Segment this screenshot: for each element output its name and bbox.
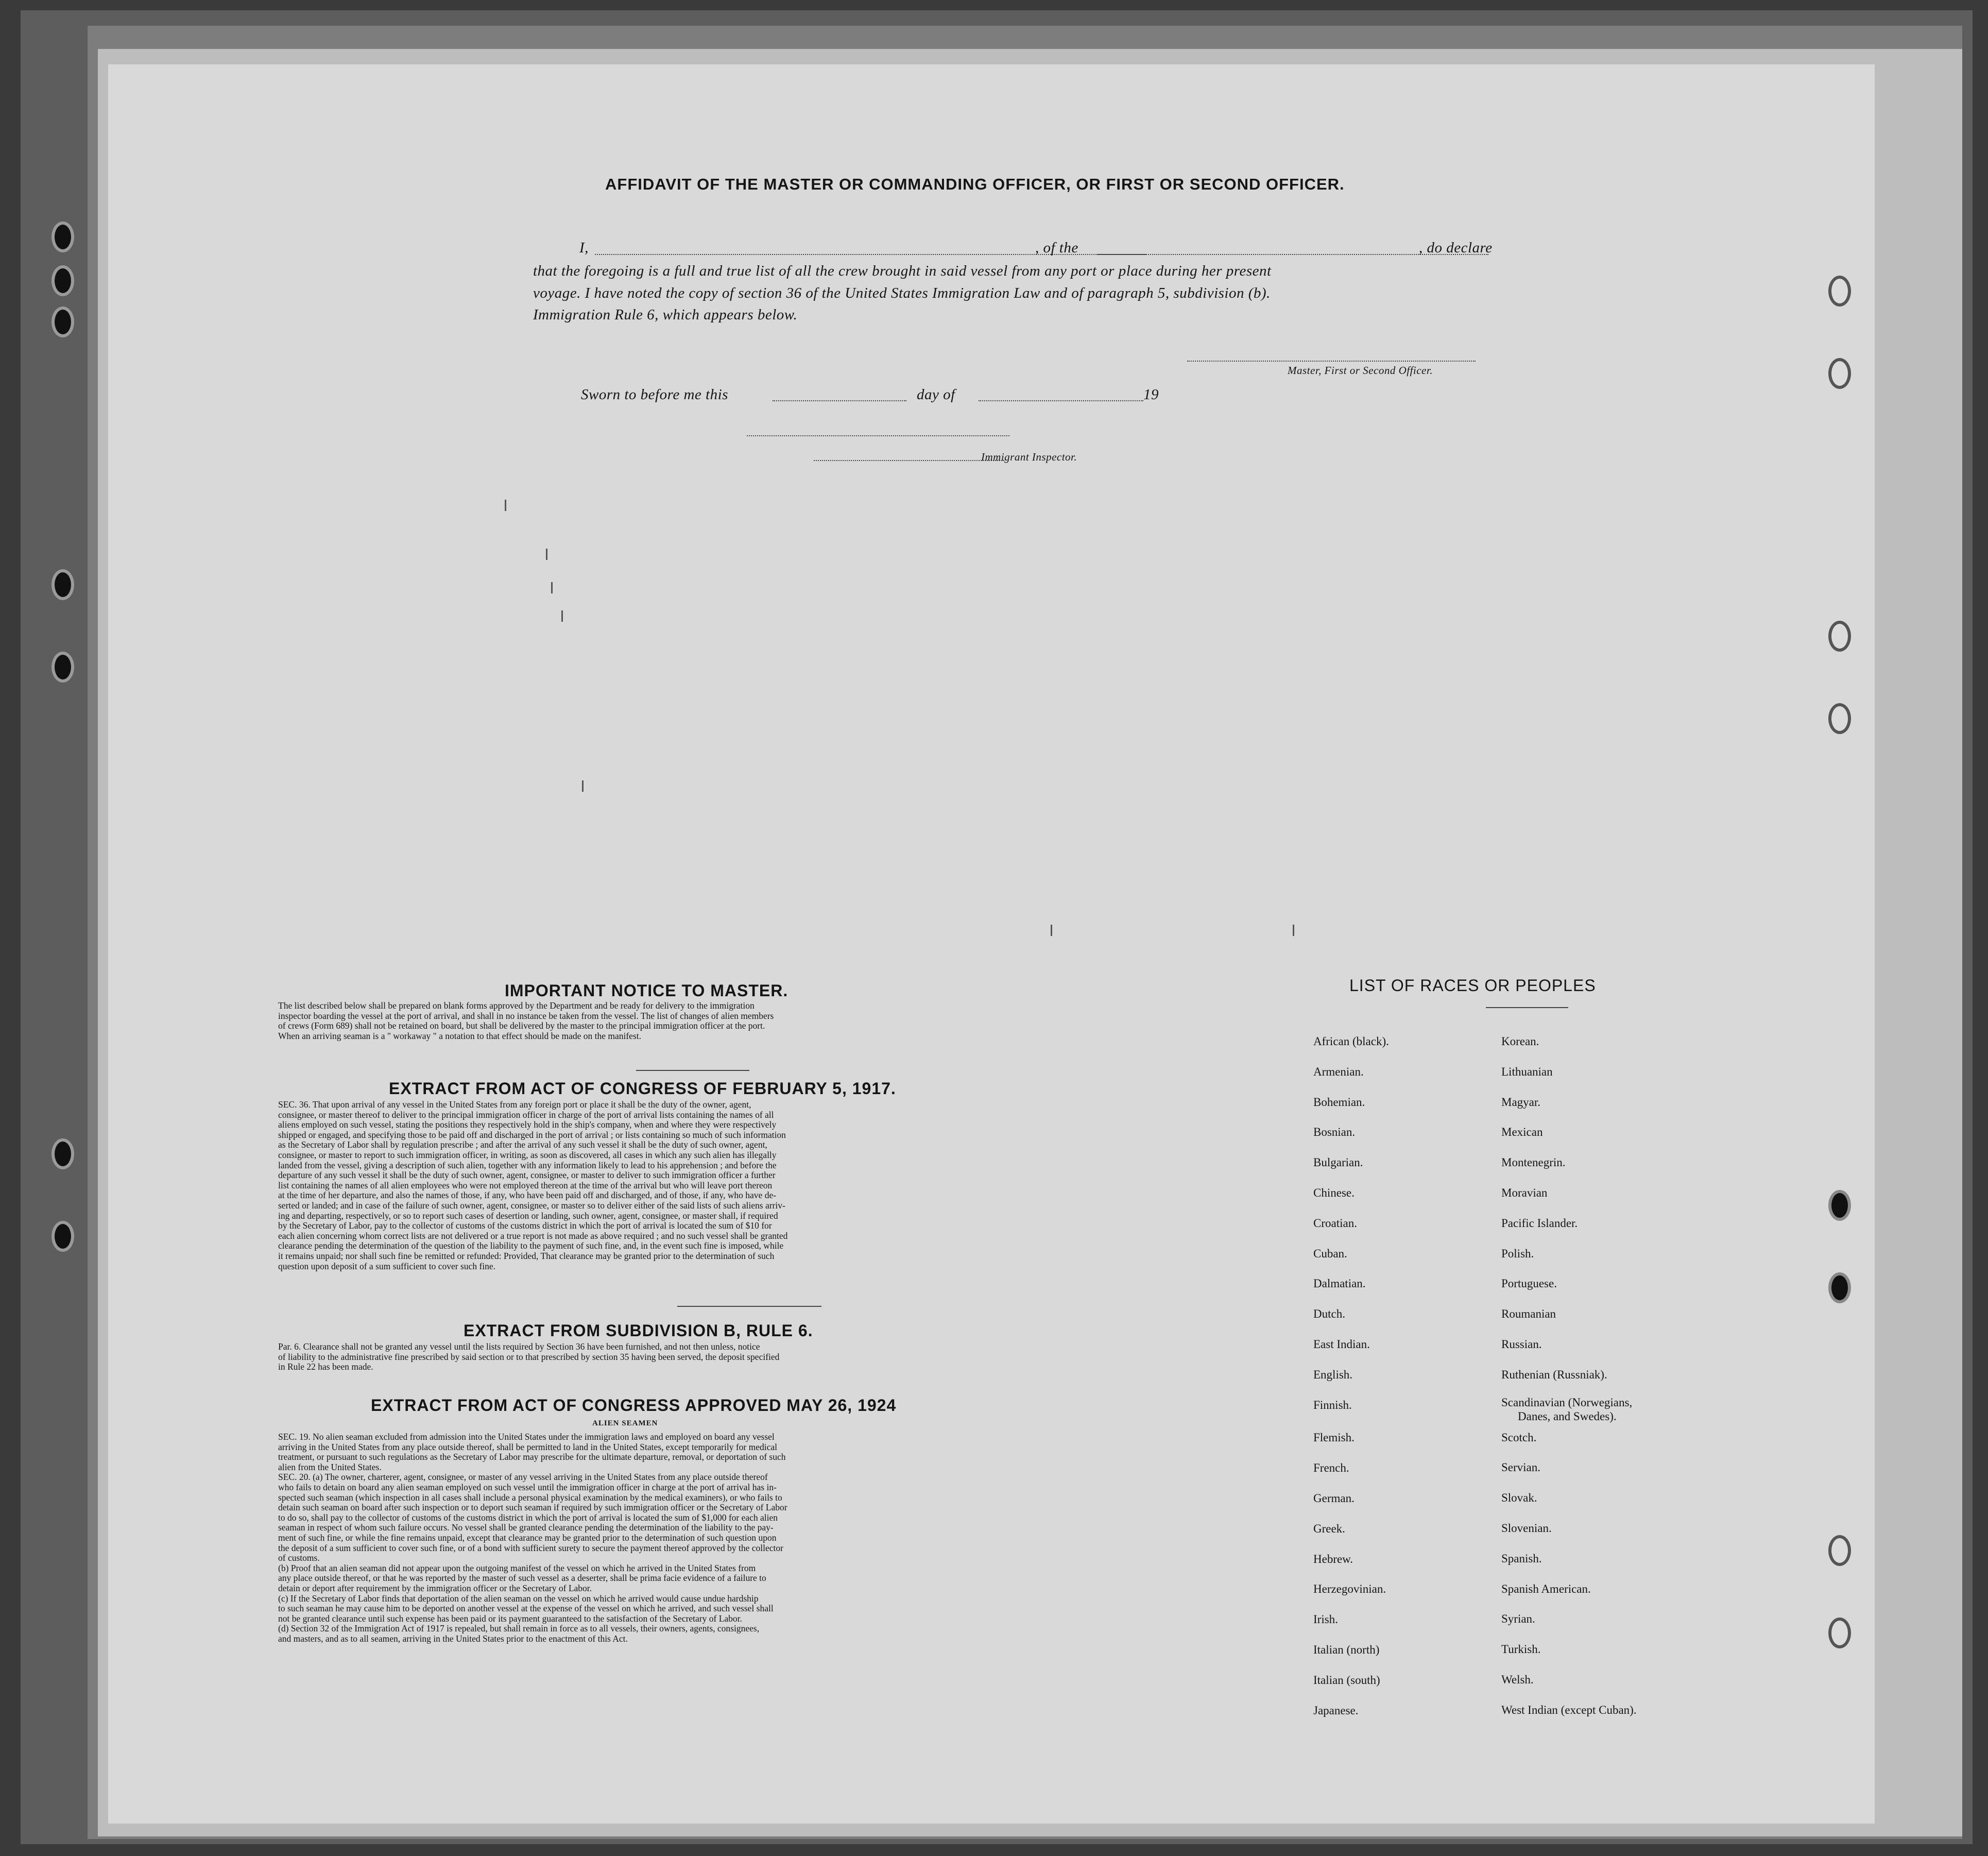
rule-6-title: EXTRACT FROM SUBDIVISION B, RULE 6. <box>464 1321 813 1340</box>
notice-line: When an arriving seaman is a " workaway " a notation to that effect should be made on the manifest. <box>278 1030 641 1041</box>
text-line: spected such seaman (which inspection in all cases shall include a personal physical examination by the medical examiners), or who fails to <box>278 1492 782 1503</box>
text-line: landed from the vessel, giving a description of such alien, together with any information likely to lead to his apprehension ; and before the <box>278 1160 777 1170</box>
text-line: (d) Section 32 of the Immigration Act of 1917 is repealed, but shall remain in force as to all vessels, their owners, agents, consignees, <box>278 1623 760 1634</box>
race-item: Italian (south) <box>1313 1673 1380 1687</box>
text-line: by the Secretary of Labor, pay to the collector of customs of the customs district in which the port of arrival is located the sum of $10 for <box>278 1220 772 1231</box>
punch-hole <box>1828 358 1851 389</box>
inspector-line-2 <box>814 460 1004 461</box>
race-item: Italian (north) <box>1313 1643 1380 1656</box>
races-title: LIST OF RACES OR PEOPLES <box>1349 976 1596 995</box>
faint-mark <box>505 500 506 511</box>
text-line: of liability to the administrative fine prescribed by said section or to that prescribed by section 35 having been served, the deposit specified <box>278 1351 780 1362</box>
affidavit-title: AFFIDAVIT OF THE MASTER OR COMMANDING OFFICER, OR FIRST OR SECOND OFFICER. <box>605 175 1345 193</box>
punch-hole <box>1828 276 1851 307</box>
race-item: Slovak. <box>1501 1491 1537 1505</box>
race-item: Finnish. <box>1313 1398 1352 1411</box>
day-of-text: day of <box>917 386 955 403</box>
text-line: SEC. 19. No alien seaman excluded from admission into the United States under the immigration laws and employed on board any vessel <box>278 1432 775 1442</box>
text-line: SEC. 36. That upon arrival of any vessel in the United States from any foreign port or place it shall be the duty of the owner, agent, <box>278 1099 751 1110</box>
race-item: Chinese. <box>1313 1186 1355 1199</box>
sworn-day-blank <box>773 400 906 401</box>
race-item: Herzegovinian. <box>1313 1582 1386 1596</box>
race-item: Moravian <box>1501 1186 1548 1199</box>
text-line: treatment, or pursuant to such regulations as the Secretary of Labor may prescribe for the ultimate departure, removal, or deportation of such <box>278 1452 786 1462</box>
text-line: clearance pending the determination of the question of the liability to the payment of such fine, and, in the event such fine is imposed, while <box>278 1240 784 1251</box>
text-line: the deposit of a sum sufficient to cover such fine, or of a bond with sufficient surety to secure the payment thereof approved by the collector <box>278 1542 783 1553</box>
races-divider <box>1486 1007 1568 1008</box>
race-item: Magyar. <box>1501 1095 1541 1109</box>
section-divider <box>636 1070 749 1071</box>
sworn-text: Sworn to before me this <box>581 386 728 403</box>
signature-caption: Master, First or Second Officer. <box>1288 364 1433 377</box>
extract-1924-title: EXTRACT FROM ACT OF CONGRESS APPROVED MAY 26, 1924 <box>371 1396 897 1415</box>
text-line: detain or deport after requirement by the immigration officer or the Secretary of Labor. <box>278 1582 592 1593</box>
race-item: Servian. <box>1501 1461 1541 1474</box>
race-item: Slovenian. <box>1501 1521 1552 1535</box>
faint-mark <box>1051 925 1052 936</box>
race-item: Syrian. <box>1501 1612 1535 1626</box>
race-item: Korean. <box>1501 1035 1539 1048</box>
text-line: ment of such fine, or while the fine remains unpaid, except that clearance may be granted prior to the determination of such question upon <box>278 1532 777 1543</box>
signature-line <box>1187 361 1476 362</box>
punch-hole <box>1828 1272 1851 1303</box>
race-item: Croatian. <box>1313 1216 1357 1230</box>
extract-1924-text <box>278 1432 1154 1644</box>
race-item: East Indian. <box>1313 1337 1370 1351</box>
faint-mark <box>546 549 547 560</box>
notice-text <box>278 1001 1154 1041</box>
extract-1917-title: EXTRACT FROM ACT OF CONGRESS OF FEBRUARY 5, 1917. <box>389 1079 896 1098</box>
race-item: Japanese. <box>1313 1704 1359 1717</box>
inspector-caption: Immigrant Inspector. <box>981 451 1077 463</box>
text-line: it remains unpaid; nor shall such fine be remitted or refunded: Provided, That clearance may be granted prior to the determination of such <box>278 1250 775 1261</box>
text-line: in Rule 22 has been made. <box>278 1361 373 1372</box>
text-line: (c) If the Secretary of Labor finds that deportation of the alien seaman on the vessel on which he arrived would cause undue hardship <box>278 1593 759 1604</box>
race-item: Turkish. <box>1501 1643 1541 1656</box>
races-column-2 <box>1501 1027 1637 1726</box>
punch-hole <box>1828 703 1851 734</box>
faint-mark <box>1293 925 1294 936</box>
binder-hole <box>52 265 74 296</box>
race-item: Spanish. <box>1501 1552 1542 1565</box>
notice-line: The list described below shall be prepared on blank forms approved by the Department and be ready for delivery to the immigration <box>278 1000 755 1011</box>
binder-hole <box>52 569 74 600</box>
faint-mark <box>561 610 563 622</box>
race-item: Flemish. <box>1313 1431 1355 1444</box>
section-divider <box>677 1306 821 1307</box>
affidavit-i: I, <box>579 240 589 256</box>
race-item <box>1501 1390 1637 1423</box>
affidavit-of-the: , of the <box>1035 240 1078 256</box>
race-item: French. <box>1313 1461 1349 1475</box>
text-line: to such seaman he may cause him to be deported on another vessel at the expense of the vessel on which he arrived, and such vessel shall <box>278 1603 774 1614</box>
text-line: aliens employed on such vessel, stating the positions they respectively hold in the ship's company, when and where they were respectively <box>278 1119 777 1130</box>
text-line: and masters, and as to all seamen, arriving in the United States prior to the enactment of this Act. <box>278 1633 628 1644</box>
punch-hole <box>1828 1535 1851 1566</box>
affidavit-declare: , do declare <box>1419 240 1493 256</box>
race-item: Bohemian. <box>1313 1095 1365 1109</box>
rule-6-text <box>278 1342 1154 1372</box>
notice-title: IMPORTANT NOTICE TO MASTER. <box>505 981 789 1000</box>
text-line: question upon deposit of a sum sufficient to cover such fine. <box>278 1261 496 1271</box>
race-item: West Indian (except Cuban). <box>1501 1703 1637 1716</box>
text-line: seaman in respect of whom such failure occurs. No vessel shall be granted clearance pending the determination of the liability to the pay- <box>278 1522 774 1533</box>
faint-mark <box>551 582 553 593</box>
punch-hole <box>1828 1617 1851 1648</box>
binder-hole <box>52 1221 74 1252</box>
punch-hole <box>1828 621 1851 652</box>
race-item: Spanish American. <box>1501 1582 1591 1595</box>
race-item: Cuban. <box>1313 1247 1347 1260</box>
faint-mark <box>582 780 584 792</box>
text-line: detain such seaman on board after such inspection or to deport such seaman if required by such immigration officer or the Secretary of Labor <box>278 1502 787 1513</box>
binder-hole <box>52 652 74 683</box>
race-item: Scotch. <box>1501 1431 1537 1444</box>
text-line: arriving in the United States from any place outside thereof, shall be permitted to land in the United States, except temporarily for medical <box>278 1441 778 1452</box>
affidavit-body-2: voyage. I have noted the copy of section 36 of the United States Immigration Law and of paragraph 5, subdivision (b). <box>533 285 1271 301</box>
races-column-1 <box>1313 1027 1389 1726</box>
affidavit-body-3: Immigration Rule 6, which appears below. <box>533 307 798 323</box>
race-item: Pacific Islander. <box>1501 1216 1578 1230</box>
text-line: to do so, shall pay to the collector of customs of the customs district in which the port of arrival is located the sum of $1,000 for each alien <box>278 1512 778 1523</box>
text-line: shipped or engaged, and specifying those to be paid off and discharged in the port of arrival ; or lists containing so much of such information <box>278 1129 786 1140</box>
race-item-line: Scandinavian (Norwegians, <box>1501 1395 1633 1409</box>
text-line: each alien concerning whom correct lists are not delivered or a true report is not made as above required ; and no such vessel shall be granted <box>278 1230 788 1241</box>
race-item: Dutch. <box>1313 1307 1345 1321</box>
race-item: English. <box>1313 1368 1353 1381</box>
text-line: SEC. 20. (a) The owner, charterer, agent, consignee, or master of any vessel arriving in the United States from any place outside thereof <box>278 1472 768 1483</box>
notice-line: of crews (Form 689) shall not be retained on board, but shall be delivered by the master to the principal immigration officer at the port. <box>278 1020 765 1031</box>
binder-hole <box>52 222 74 252</box>
race-item: Lithuanian <box>1501 1065 1553 1078</box>
binder-hole <box>52 307 74 337</box>
text-line: (b) Proof that an alien seaman did not appear upon the outgoing manifest of the vessel on which he arrived in the United States from <box>278 1562 756 1573</box>
text-line: any place outside thereof, or that he was reported by the master of such vessel as a deserter, shall be prima facie evidence of a failure to <box>278 1573 766 1583</box>
text-line: not be granted clearance until such expense has been paid or its payment guaranteed to the satisfaction of the Secretary of Labor. <box>278 1613 742 1624</box>
race-item: Mexican <box>1501 1126 1543 1139</box>
text-line: as the Secretary of Labor shall by regulation prescribe ; and after the arrival of any such vessel it shall be the duty of such owner, agent, <box>278 1139 767 1150</box>
text-line: alien from the United States. <box>278 1461 382 1472</box>
text-line: consignee, or master to report to such immigration officer, in writing, as soon as discovered, all cases in which any such alien has illegally <box>278 1149 777 1160</box>
month-blank <box>979 400 1143 401</box>
race-item: Dalmatian. <box>1313 1277 1366 1290</box>
text-line: ing and departing, respectively, or so to report such cases of desertion or landing, such owner, agent, consignee, or master shall, if required <box>278 1210 778 1221</box>
race-item: Greek. <box>1313 1522 1345 1535</box>
race-item: Bulgarian. <box>1313 1156 1363 1169</box>
notice-line: inspector boarding the vessel at the port of arrival, and shall in no instance be taken from the vessel. The list of changes of alien members <box>278 1010 774 1021</box>
text-line: serted or landed; and in case of the failure of such owner, agent, consignee, or master so to deliver either of the said lists of such aliens arriv- <box>278 1200 785 1211</box>
punch-hole <box>1828 1190 1851 1221</box>
race-item: Hebrew. <box>1313 1552 1353 1565</box>
text-line: Par. 6. Clearance shall not be granted any vessel until the lists required by Section 36 have been furnished, and not then unless, notice <box>278 1341 760 1352</box>
text-line: at the time of her departure, and also the names of those, if any, who have been paid off and discharged, and of those, if any, who have de- <box>278 1190 777 1201</box>
form-page <box>108 64 1875 1824</box>
text-line: departure of any such vessel it shall be the duty of such owner, agent, consignee, or master to deliver to such immigration officer a further <box>278 1170 776 1181</box>
text-line: list containing the names of all alien employees who were not employed thereon at the time of the arrival but who will leave port thereon <box>278 1180 773 1190</box>
race-item: African (black). <box>1313 1035 1389 1048</box>
extract-1917-text <box>278 1100 1154 1271</box>
race-item: Irish. <box>1313 1613 1338 1626</box>
race-item: Polish. <box>1501 1247 1534 1260</box>
race-item: Montenegrin. <box>1501 1156 1566 1169</box>
race-item: Ruthenian (Russniak). <box>1501 1368 1607 1381</box>
race-item: Russian. <box>1501 1337 1542 1351</box>
race-item: Portuguese. <box>1501 1277 1557 1290</box>
race-item: Welsh. <box>1501 1673 1534 1686</box>
extract-1924-subtitle: ALIEN SEAMEN <box>592 1419 658 1427</box>
race-item: Bosnian. <box>1313 1126 1356 1139</box>
binder-hole <box>52 1138 74 1169</box>
text-line: consignee, or master thereof to deliver to the principal immigration officer in charge of the port of arrival lists containing the names of all <box>278 1109 774 1120</box>
text-line: who fails to detain on board any alien seaman employed on such vessel until the immigration officer in charge at the port of arrival has in- <box>278 1482 777 1492</box>
race-item: Armenian. <box>1313 1065 1364 1078</box>
inspector-line <box>747 435 1009 436</box>
race-item: Roumanian <box>1501 1307 1556 1321</box>
affidavit-body-1: that the foregoing is a full and true list of all the crew brought in said vessel from any port or place during her present <box>533 263 1272 279</box>
race-item-line: Danes, and Swedes). <box>1518 1409 1617 1423</box>
year-prefix: 19 <box>1143 386 1159 403</box>
race-item: German. <box>1313 1491 1355 1505</box>
text-line: of customs. <box>278 1553 320 1563</box>
